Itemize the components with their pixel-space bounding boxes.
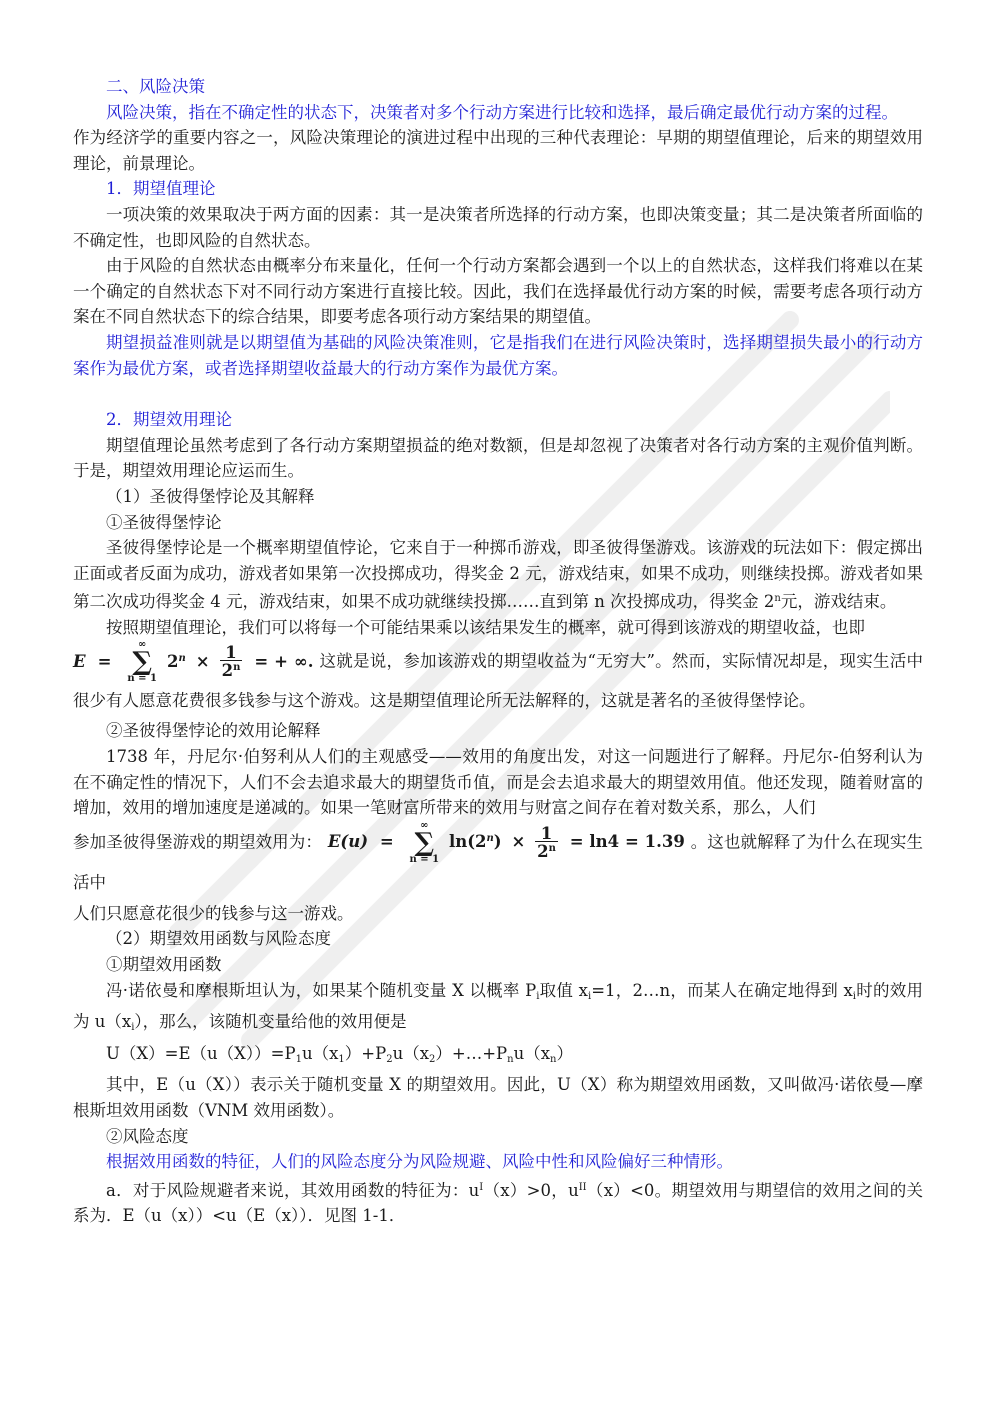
document-page [73,74,923,1229]
eq-symbol: 2 [221,661,234,681]
spacer [73,381,923,407]
text: ）+…+P [435,1043,508,1063]
fraction [535,823,558,861]
eq-exponent: n [548,842,556,854]
sub-heading: （2）期望效用函数与风险态度 [106,929,331,949]
sub-heading: ②圣彼得堡悖论的效用论解释 [106,721,321,741]
paragraph: 按照期望值理论，我们可以将每一个可能结果乘以该结果发生的概率，就可得到该游戏的期望收益，也即 [106,617,865,637]
subscript: n [507,1053,514,1065]
text: =1，2…n，而某人在确定地得到 x [591,980,853,1000]
text: （x）<0。期望效用与期望信的效用之间的关系为．E（u（x））<u（E（x））．见图 1-1． [73,1180,923,1226]
paragraph: 1738 年，丹尼尔·伯努利从人们的主观感受——效用的角度出发，对这一问题进行了解释。丹尼尔-伯努利认为在不确定性的情况下，人们不会去追求最大的期望货币值，而是会去追求最大的期望效用值。他还发现，随着财富的增加，效用的增加速度是递减的。如果一笔财富所带来的效用与财富之间存在着对数关系，那么，人们 [73,747,923,818]
text: 冯·诺依曼和摩根斯坦认为，如果某个随机变量 X 以概率 P [106,980,537,1000]
eq-symbol: = [97,651,112,671]
equation-expected-value [73,639,319,685]
numerator: 1 [535,827,558,842]
subsection-heading: 1．期望值理论 [106,179,216,199]
sum-lower: n = 1 [409,853,440,865]
superscript: I [479,1181,484,1193]
text: ），那么，该随机变量给他的效用便是 [134,1012,407,1032]
sub-heading: （1）圣彼得堡悖论及其解释 [106,486,315,506]
eq-symbol: 2 [537,841,549,861]
utility-formula-line [73,1041,923,1073]
highlight-paragraph: 期望损益准则就是以期望值为基础的风险决策准则，它是指我们在进行风险决策时，选择期望损失最小的行动方案作为最优方案，或者选择期望收益最大的行动方案作为最优方案。 [73,332,923,378]
text: U（X）=E（u（X））=P [106,1043,296,1063]
eq-symbol: E [73,651,86,671]
text: u（x [301,1043,339,1063]
subscript: 1 [295,1053,302,1065]
subscript: 1 [338,1053,345,1065]
text: 圣彼得堡悖论是一个概率期望值悖论，它来自于一种掷币游戏，即圣彼得堡游戏。该游戏的玩法如下：假定掷出正面或者反面为成功，游戏者如果第一次投掷成功，得奖金 2 元，游戏结束，如果不成功，则继续投掷。游戏者如果第二次成功得奖金 4 元，游戏结束，如果不成功就继续投掷……直到第 n 次投掷成功，得奖金 2 [73,538,923,612]
sub-heading: ①期望效用函数 [106,955,222,975]
text: u（x [392,1043,430,1063]
denominator [220,661,243,681]
paragraph: 人们只愿意花很少的钱参与这一游戏。 [73,903,354,923]
definition-paragraph: 风险决策，指在不确定性的状态下，决策者对多个行动方案进行比较和选择，最后确定最优行动方案的过程。 [106,102,898,122]
paragraph [73,535,923,615]
text: u（x [513,1043,551,1063]
eq-exponent: n [486,833,494,845]
subscript: i [852,990,856,1002]
subscript: 2 [429,1053,436,1065]
paragraph: 期望值理论虽然考虑到了各行动方案期望损益的绝对数额，但是却忽视了决策者对各行动方案的主观价值判断。于是，期望效用理论应运而生。 [73,435,923,481]
subscript: i [536,990,540,1002]
numerator: 1 [220,646,243,661]
eq-exponent: n [178,652,186,664]
intro-paragraph: 作为经济学的重要内容之一，风险决策理论的演进过程中出现的三种代表理论：早期的期望值理论，后来的期望效用理论，前景理论。 [73,128,923,173]
sigma-glyph: ∑ [414,827,435,858]
subscript: i [588,990,592,1002]
sigma-glyph: ∑ [132,647,152,678]
fraction [220,643,243,681]
sub-heading: ②风险态度 [106,1126,189,1146]
text: 。这也就解释了为什么在现实生活中 [73,832,923,892]
denominator [535,842,558,859]
eq-symbol: = + ∞. [254,651,314,671]
eq-symbol: × [511,832,526,852]
subscript: i [131,1022,135,1034]
paragraph: 其中，E（u（X））表示关于随机变量 X 的期望效用。因此，U（X）称为期望效用函数，又叫做冯·诺依曼—摩根斯坦效用函数（VNM 效用函数）。 [73,1075,923,1120]
text: ）+P [344,1043,387,1063]
subsection-heading: 2．期望效用理论 [106,410,232,430]
highlight-paragraph: 根据效用函数的特征，人们的风险态度分为风险规避、风险中性和风险偏好三种情形。 [106,1152,733,1172]
text: 时的效用为 u（x [73,980,924,1032]
superscript: n [774,593,781,605]
paragraph: 一项决策的效果取决于两方面的因素：其一是决策者所选择的行动方案，也即决策变量；其二是决策者所面临的不确定性，也即风险的自然状态。 [73,204,923,250]
subscript: 2 [386,1053,393,1065]
section-heading: 二、风险决策 [106,77,205,96]
eq-exponent: n [233,662,241,674]
sum-upper: ∞ [420,819,429,831]
paragraph-with-equation [73,640,923,718]
eq-symbol: = ln4 = 1.39 [569,832,685,852]
text: （x）>0，u [483,1180,579,1200]
superscript: II [578,1181,587,1193]
eq-symbol: = [379,832,394,852]
paragraph: 由于风险的自然状态由概率分布来量化，任何一个行动方案都会遇到一个以上的自然状态，这样我们将难以在某一个确定的自然状态下对不同行动方案进行直接比较。因此，我们在选择最优行动方案的时候，需要考虑各项行动方案在不同自然状态下的综合结果，即要考虑各项行动方案结果的期望值。 [73,256,923,327]
paragraph-with-equation [73,821,923,901]
sum-lower: n = 1 [127,673,157,685]
eq-symbol: 2 [166,651,179,671]
eq-symbol: × [195,651,210,671]
paragraph [73,978,923,1041]
summation-sign [410,821,440,865]
text: ） [556,1043,573,1063]
eq-symbol: ln(2 [448,832,487,852]
text: 取值 x [539,980,588,1000]
subscript: n [550,1053,557,1065]
eq-symbol: E(u) [327,832,369,852]
eq-symbol: ) [493,832,502,852]
sum-upper: ∞ [138,639,147,651]
sub-heading: ①圣彼得堡悖论 [106,512,222,532]
text: 这就是说，参加该游戏的期望收益为“无穷大”。然而，实际情况却是，现实生活中很少有人愿意花费很多钱参与这个游戏。这是期望值理论所无法解释的，这就是著名的圣彼得堡悖论。 [73,651,923,711]
text: 元，游戏结束。 [780,592,897,612]
summation-sign [127,640,157,684]
equation-expected-utility [322,819,691,865]
text: 参加圣彼得堡游戏的期望效用为： [73,832,322,852]
text: a．对于风险规避者来说，其效用函数的特征为：u [106,1180,480,1200]
paragraph [73,1175,923,1229]
